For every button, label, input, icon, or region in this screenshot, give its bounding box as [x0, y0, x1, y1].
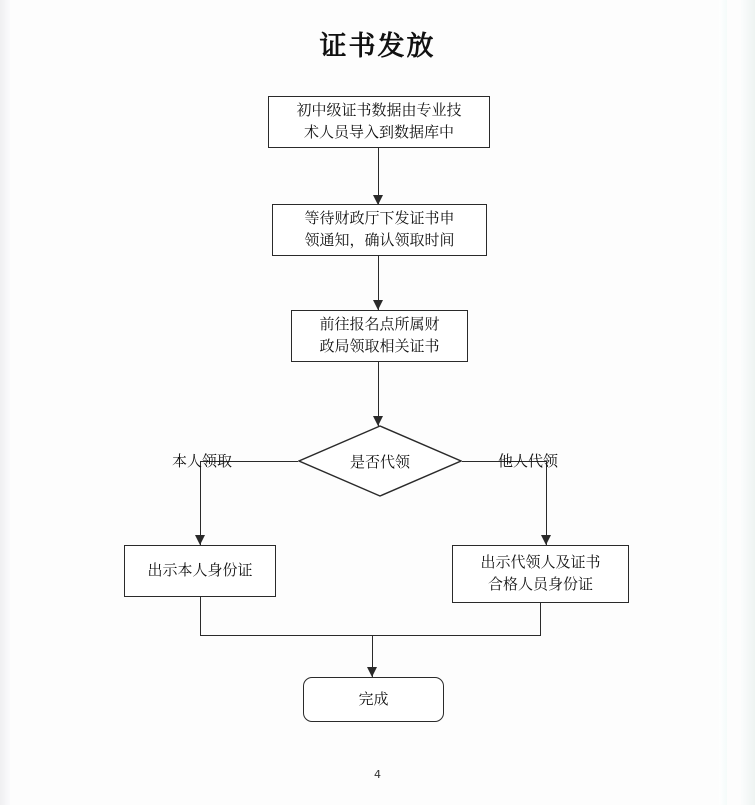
arrowhead-merge-to-finish	[367, 667, 377, 677]
flow-node-show-own-id	[124, 545, 276, 597]
flow-node-decision-proxy	[298, 425, 462, 497]
page-edge-shading-right	[741, 0, 755, 805]
page-title: 证书发放	[319, 31, 436, 62]
connector-left-result-down	[200, 597, 201, 635]
arrowhead-decision-left	[195, 535, 205, 545]
flow-node-show-proxy-id	[452, 545, 629, 603]
flow-node-show-proxy-id-line2: 合格人员身份证	[487, 575, 593, 593]
flow-node-go-to-bureau-line2: 政局领取相关证书	[319, 337, 440, 355]
flow-node-go-to-bureau-line1: 前往报名点所属财	[319, 315, 440, 334]
connector-decision-right-down	[546, 461, 547, 545]
flow-node-wait-notice-line2: 领通知，确认领取时间	[304, 231, 455, 249]
arrowhead-decision-right	[541, 535, 551, 545]
page-edge-shading-right-inner	[719, 0, 727, 805]
connector-decision-left-down	[200, 461, 201, 545]
flow-node-finish	[303, 677, 444, 722]
flow-node-import-data-line1: 初中级证书数据由专业技	[296, 101, 462, 120]
edge-label-proxy-pickup: 他人代领	[498, 452, 559, 470]
edge-label-self-pickup: 本人领取	[172, 452, 233, 470]
flow-node-import-data-line2: 术人员导入到数据库中	[303, 123, 454, 141]
flow-node-go-to-bureau	[291, 310, 468, 362]
arrowhead-wait-to-collect	[373, 300, 383, 310]
flow-node-show-own-id-label: 出示本人身份证	[147, 561, 253, 580]
flow-node-import-data	[268, 96, 490, 148]
flow-node-finish-label: 完成	[358, 689, 389, 708]
flow-node-wait-notice	[272, 204, 487, 256]
page-number: 4	[374, 768, 381, 781]
flow-node-decision-proxy-label: 是否代领	[349, 452, 410, 471]
page-edge-shading-left	[0, 0, 10, 805]
connector-merge-bar	[200, 635, 541, 636]
flow-node-wait-notice-line1: 等待财政厅下发证书申	[304, 209, 455, 228]
connector-right-result-down	[540, 603, 541, 635]
flow-node-show-proxy-id-line1: 出示代领人及证书	[480, 553, 601, 572]
